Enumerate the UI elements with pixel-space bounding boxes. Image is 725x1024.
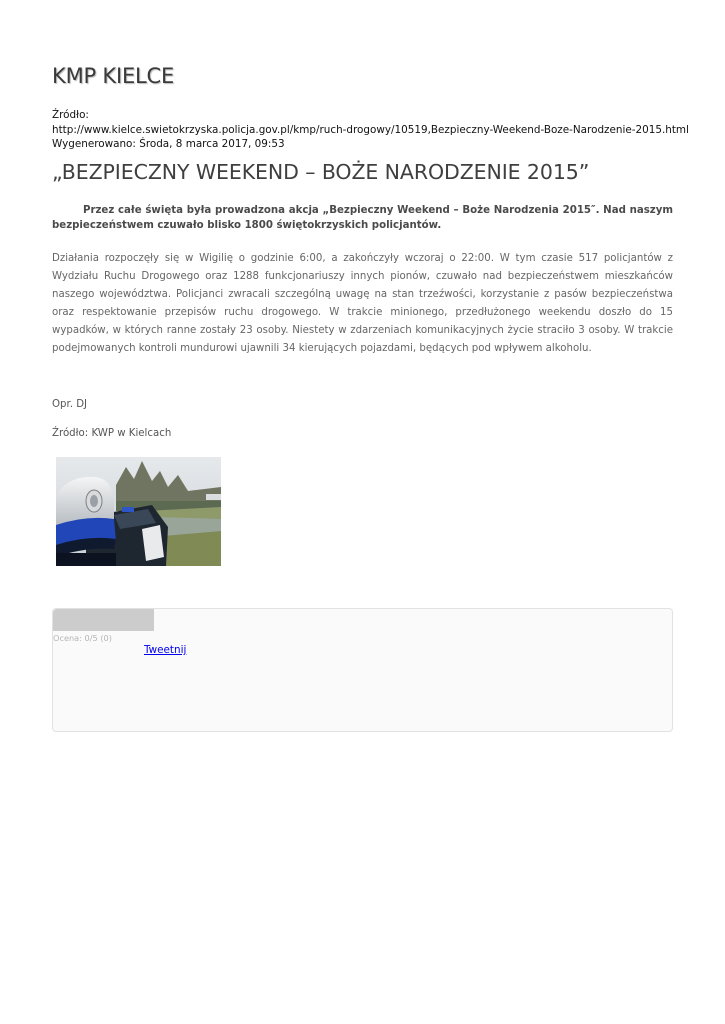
article-author: Opr. DJ [52, 399, 88, 410]
rating-widget [52, 608, 673, 732]
source-label: Źródło: [52, 109, 89, 121]
article-lead: Przez całe święta była prowadzona akcja „Bezpieczny Weekend – Boże Narodzenia 2015″. Nad naszym bezpieczeństwem czuwało blisko 1800 świętokrzyskich policjantów. [52, 205, 673, 231]
article-body: Działania rozpoczęły się w Wigilię o godzinie 6:00, a zakończyły wczoraj o 22:00. W tym czasie 517 policjantów z Wydziału Ruchu Drogowego oraz 1288 funkcjonariuszy innych pionów, czuwało nad bezpieczeństwem mieszkańców naszego województwa. Policjanci zwracali szczególną uwagę na stan trzeźwości, korzystanie z pasów bezpieczeństwa oraz respektowanie przepisów ruchu drogowego. W trakcie minionego, przedłużonego weekendu doszło do 15 wypadków, w których ranne zostały 23 osoby. Niestety w zdarzeniach komunikacyjnych życie straciło 3 osoby. W trakcie podejmowanych kontroli mundurowi ujawnili 34 kierujących pojazdami, będących pod wpływem alkoholu. [52, 253, 673, 354]
tweet-link[interactable]: Tweetnij [144, 644, 187, 656]
article-source: Źródło: KWP w Kielcach [52, 428, 172, 439]
site-title: KMP KIELCE [52, 64, 175, 88]
generated-date: Wygenerowano: Środa, 8 marca 2017, 09:53 [52, 138, 285, 150]
article-title: „BEZPIECZNY WEEKEND – BOŻE NARODZENIE 2015” [52, 160, 590, 184]
rating-stars-bar[interactable] [53, 609, 154, 631]
source-url: http://www.kielce.swietokrzyska.policja.gov.pl/kmp/ruch-drogowy/10519,Bezpieczny-Weekend-Boze-Narodzenie-2015.html [52, 123, 689, 136]
article-photo [56, 457, 221, 566]
rating-text: Ocena: 0/5 (0) [53, 633, 112, 643]
document-meta [52, 108, 689, 152]
